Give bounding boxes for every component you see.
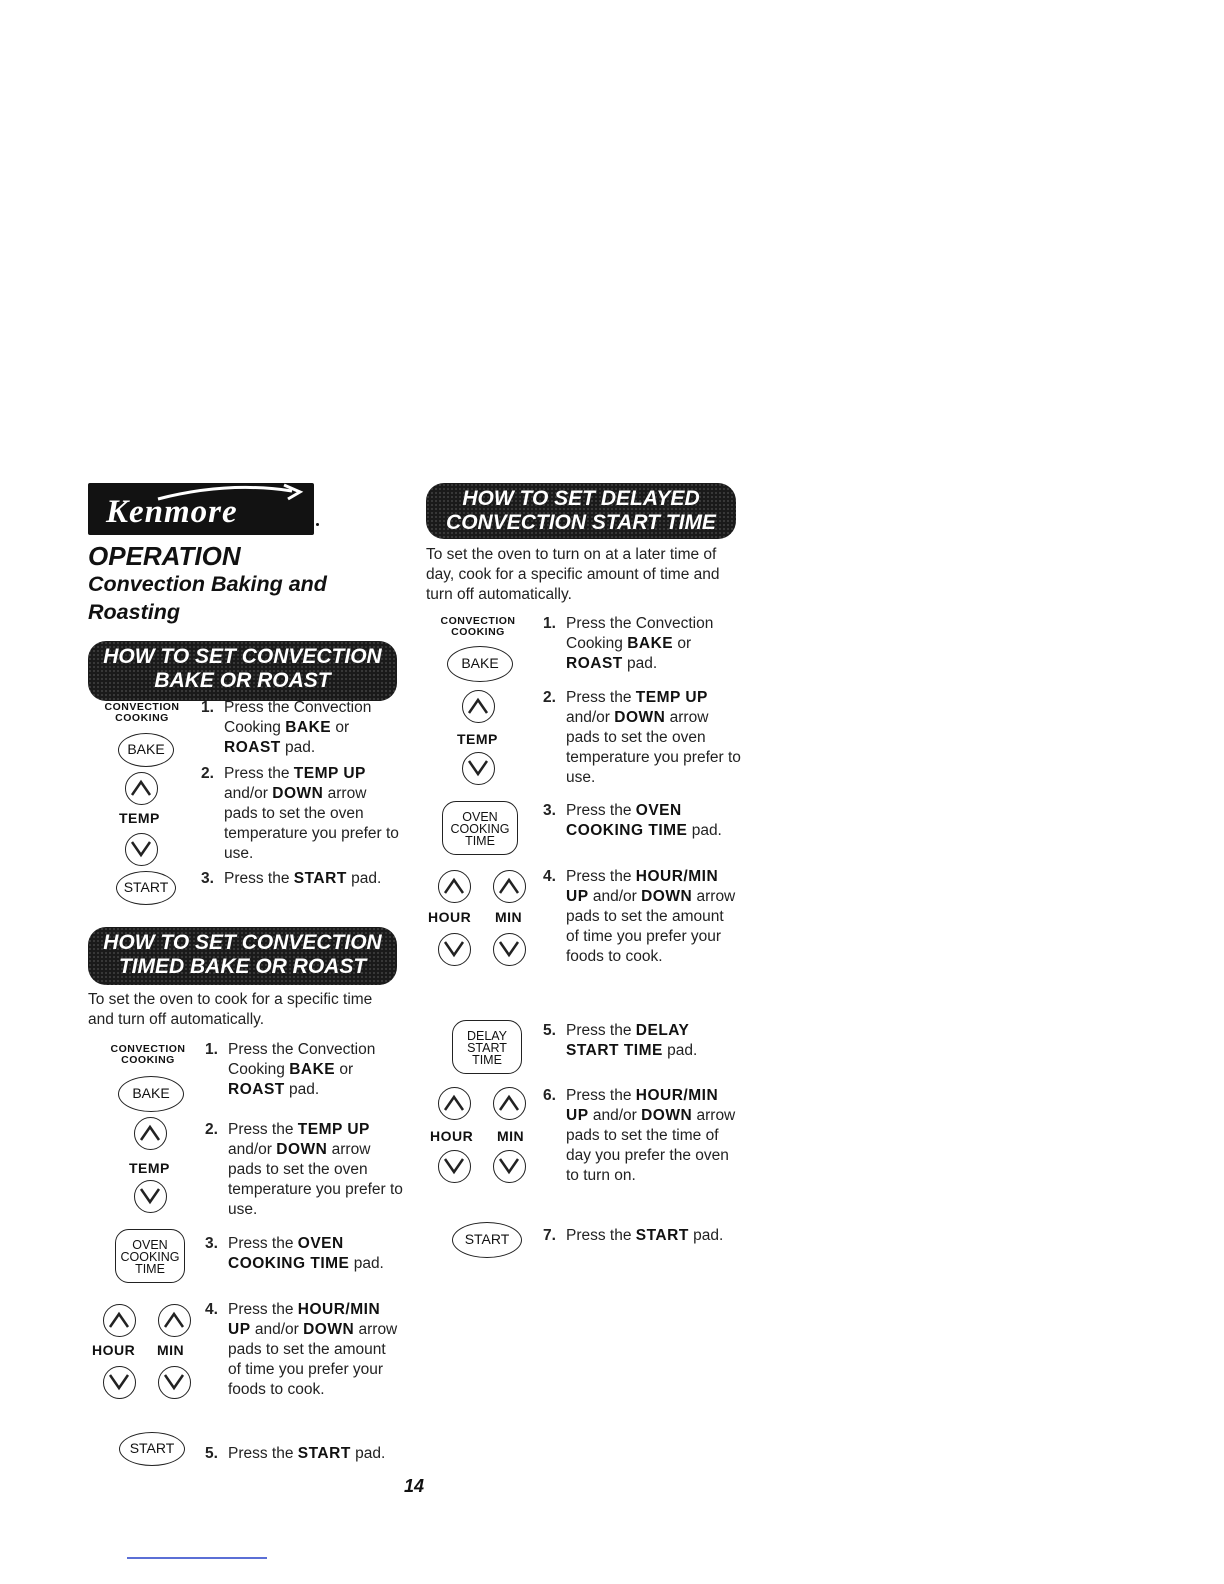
pad-label-line: OVEN: [132, 1238, 168, 1252]
step-number: 2.: [543, 689, 556, 706]
chevron-up-icon: [125, 772, 158, 805]
step-text-part: Press the: [228, 1301, 298, 1318]
banner-line-2: TIMED BAKE OR ROAST: [118, 955, 367, 978]
step-number: 3.: [543, 802, 556, 819]
step-text-part: Press the Convection Cooking: [228, 1041, 376, 1078]
step-text-part: Press the: [566, 868, 636, 885]
step-text-part: Press the: [566, 1227, 636, 1244]
chevron-up-icon: [493, 870, 526, 903]
chevron-up-icon: [462, 690, 495, 723]
label-line: COOKING: [121, 1054, 175, 1066]
footer-rule: [127, 1557, 267, 1559]
temp-label: TEMP: [457, 731, 498, 747]
chevron-up-icon: [438, 870, 471, 903]
chevron-up-icon: [158, 1304, 191, 1337]
pad-label-line: COOKING: [450, 822, 510, 836]
step-keyword: BAKE: [627, 635, 674, 652]
step-item: [205, 1120, 405, 1222]
step-text-part: arrow pads to set the amount of time you prefer your foods to cook.: [566, 888, 736, 965]
step-keyword: TEMP UP: [293, 765, 366, 782]
step-text-part: Press the: [228, 1235, 298, 1252]
step-text-part: and/or: [228, 1141, 277, 1158]
step-text-part: and/or: [250, 1321, 304, 1338]
step-text-part: Press the: [224, 870, 294, 887]
step-text-part: Press the Convection Cooking: [566, 615, 714, 652]
hour-down-pad[interactable]: [103, 1366, 136, 1404]
oven-cooking-time-pad[interactable]: [115, 1229, 185, 1283]
kenmore-logo: [88, 483, 314, 535]
step-keyword: START: [293, 870, 347, 887]
hour-down-pad[interactable]: [438, 933, 471, 971]
step-keyword: BAKE: [285, 719, 332, 736]
chevron-down-icon: [493, 933, 526, 966]
banner-line-1: HOW TO SET DELAYED: [462, 487, 700, 510]
chevron-down-icon: [134, 1180, 167, 1213]
step-text: [228, 1300, 400, 1400]
step-number: 6.: [543, 1087, 556, 1104]
step-text-part: pad.: [346, 870, 382, 887]
step-text: [228, 1040, 405, 1100]
hour-label: HOUR: [92, 1342, 136, 1358]
chevron-down-icon: [125, 833, 158, 866]
pad-label-line: DELAY: [466, 1029, 508, 1043]
step-keyword: DELAY START TIME: [566, 1022, 690, 1059]
step-item: [543, 688, 743, 790]
step-keyword: HOUR/MIN UP: [566, 868, 719, 905]
step-text: [228, 1444, 385, 1464]
step-keyword: ROAST: [228, 1081, 285, 1098]
section-title: OPERATION: [88, 541, 241, 571]
logo-wordmark: Kenmore: [106, 494, 238, 530]
step-text-part: pad.: [622, 655, 658, 672]
step-text-part: Press the: [228, 1121, 298, 1138]
step-text-part: Press the: [566, 1022, 636, 1039]
banner-delayed-start: [426, 483, 736, 539]
chevron-down-icon: [462, 752, 495, 785]
step-text-part: pad.: [688, 1227, 724, 1244]
temp-label: TEMP: [129, 1160, 170, 1176]
pad-label-line: START: [467, 1041, 507, 1055]
step-text: [224, 698, 401, 758]
step-item: [543, 867, 738, 1009]
step-text-part: Press the: [566, 1087, 636, 1104]
step-number: 1.: [205, 1041, 218, 1058]
step-item: [543, 614, 743, 676]
step-text-part: arrow pads to set the time of day you prefer the oven to turn on.: [566, 1107, 736, 1184]
step-text-part: or: [673, 635, 692, 652]
step-keyword: DOWN: [614, 709, 666, 726]
min-down-pad[interactable]: [493, 933, 526, 971]
min-up-pad[interactable]: [493, 1087, 526, 1125]
step-item: [201, 869, 401, 911]
intro-text: To set the oven to cook for a specific time and turn off automatically.: [88, 991, 373, 1028]
temp-down-pad[interactable]: [134, 1180, 167, 1218]
banner-line-1: HOW TO SET CONVECTION: [103, 645, 382, 668]
label-line: CONVECTION: [440, 615, 516, 627]
step-number: 1.: [201, 699, 214, 716]
chevron-down-icon: [158, 1366, 191, 1399]
chevron-up-icon: [134, 1117, 167, 1150]
step-keyword: HOUR/MIN UP: [566, 1087, 719, 1124]
pad-label-line: TIME: [135, 1262, 165, 1276]
chevron-down-icon: [493, 1150, 526, 1183]
hour-label: HOUR: [428, 909, 472, 925]
banner-line-2: CONVECTION START TIME: [446, 511, 716, 534]
step-item: [201, 698, 401, 760]
temp-up-pad[interactable]: [134, 1117, 167, 1155]
step-text: [228, 1120, 405, 1220]
intro-text: To set the oven to turn on at a later time of day, cook for a specific amount of time and turn off automatically.: [426, 546, 720, 603]
start-pad[interactable]: START: [116, 871, 176, 905]
step-keyword: START: [635, 1227, 689, 1244]
step-text: [566, 801, 723, 841]
step-keyword: BAKE: [289, 1061, 336, 1078]
step-text: [566, 1086, 743, 1186]
chevron-up-icon: [438, 1087, 471, 1120]
step-number: 5.: [543, 1022, 556, 1039]
chevron-up-icon: [493, 1087, 526, 1120]
hour-up-pad[interactable]: [103, 1304, 136, 1342]
step-text-part: pad.: [349, 1255, 384, 1272]
banner-line-1: HOW TO SET CONVECTION: [103, 931, 382, 954]
step-text-part: Press the: [566, 689, 636, 706]
step-item: [205, 1234, 385, 1296]
convection-cooking-label: [96, 702, 188, 724]
step-text-part: pad.: [350, 1445, 386, 1462]
step-text-part: and/or: [588, 888, 642, 905]
step-number: 4.: [205, 1301, 218, 1318]
pad-label-line: TIME: [472, 1053, 502, 1067]
step-keyword: ROAST: [566, 655, 623, 672]
step-text: [566, 1021, 738, 1061]
step-number: 3.: [205, 1235, 218, 1252]
step-text-part: arrow pads to set the oven temperature you prefer to use.: [566, 709, 741, 786]
bake-pad[interactable]: BAKE: [118, 733, 174, 767]
temp-label: TEMP: [119, 810, 160, 826]
section-subtitle: Convection Baking and Roasting: [88, 572, 327, 624]
step-keyword: HOUR/MIN UP: [228, 1301, 381, 1338]
step-text: [224, 869, 381, 889]
logo-trademark-dot: [316, 523, 319, 526]
step-text: [566, 1226, 723, 1246]
min-up-pad[interactable]: [158, 1304, 191, 1342]
step-item: [201, 764, 401, 866]
step-text-part: Press the Convection Cooking: [224, 699, 372, 736]
step-text-part: and/or: [566, 709, 615, 726]
oven-cooking-time-pad[interactable]: [442, 801, 518, 855]
step-text-part: Press the: [228, 1445, 298, 1462]
step-number: 1.: [543, 615, 556, 632]
step-keyword: OVEN COOKING TIME: [228, 1235, 350, 1272]
step-text-part: arrow pads to set the oven temperature you prefer to use.: [228, 1141, 403, 1218]
step-text-part: pad.: [662, 1042, 698, 1059]
hour-down-pad[interactable]: [438, 1150, 471, 1188]
step-item: [543, 801, 723, 863]
banner-line-2: BAKE OR ROAST: [154, 669, 331, 692]
hour-up-pad[interactable]: [438, 1087, 471, 1125]
min-label: MIN: [495, 909, 523, 925]
delay-start-time-pad[interactable]: [452, 1020, 522, 1074]
step-item: [205, 1040, 405, 1102]
min-down-pad[interactable]: [493, 1150, 526, 1188]
step-text-part: arrow pads to set the amount of time you prefer your foods to cook.: [228, 1321, 398, 1398]
step-keyword: START: [297, 1445, 351, 1462]
banner-convection-bake: [88, 641, 397, 701]
chevron-up-icon: [103, 1304, 136, 1337]
start-pad[interactable]: START: [119, 1432, 185, 1466]
bake-pad[interactable]: BAKE: [118, 1076, 184, 1112]
min-label: MIN: [157, 1342, 185, 1358]
step-keyword: DOWN: [276, 1141, 328, 1158]
step-text-part: pad.: [687, 822, 722, 839]
step-text: [224, 764, 401, 864]
label-line: CONVECTION: [110, 1043, 186, 1055]
min-up-pad[interactable]: [493, 870, 526, 908]
chevron-down-icon: [438, 1150, 471, 1183]
banner-convection-timed: [88, 927, 397, 985]
label-line: COOKING: [115, 712, 169, 724]
step-keyword: DOWN: [641, 1107, 693, 1124]
step-text-part: or: [331, 719, 350, 736]
chevron-down-icon: [438, 933, 471, 966]
step-keyword: DOWN: [272, 785, 324, 802]
hour-label: HOUR: [430, 1128, 474, 1144]
start-pad[interactable]: START: [452, 1222, 522, 1258]
step-keyword: DOWN: [303, 1321, 355, 1338]
step-text-part: arrow pads to set the oven temperature you prefer to use.: [224, 785, 399, 862]
min-down-pad[interactable]: [158, 1366, 191, 1404]
step-text-part: and/or: [588, 1107, 642, 1124]
step-number: 2.: [201, 765, 214, 782]
temp-down-pad[interactable]: [125, 833, 158, 871]
bake-pad[interactable]: BAKE: [447, 646, 513, 682]
min-label: MIN: [497, 1128, 525, 1144]
convection-cooking-label: [432, 616, 524, 638]
step-item: [543, 1226, 738, 1268]
hour-up-pad[interactable]: [438, 870, 471, 908]
temp-up-pad[interactable]: [462, 690, 495, 728]
step-number: 2.: [205, 1121, 218, 1138]
step-keyword: TEMP UP: [635, 689, 708, 706]
label-line: COOKING: [451, 626, 505, 638]
step-text: [566, 688, 743, 788]
step-number: 4.: [543, 868, 556, 885]
temp-down-pad[interactable]: [462, 752, 495, 790]
step-text-part: Press the: [224, 765, 294, 782]
page-number: 14: [404, 1476, 425, 1496]
label-line: CONVECTION: [104, 701, 180, 713]
chevron-down-icon: [103, 1366, 136, 1399]
step-item: [205, 1444, 400, 1486]
pad-label-line: COOKING: [120, 1250, 180, 1264]
step-number: 5.: [205, 1445, 218, 1462]
step-item: [543, 1021, 738, 1063]
step-text-part: and/or: [224, 785, 273, 802]
step-text-part: or: [335, 1061, 354, 1078]
temp-up-pad[interactable]: [125, 772, 158, 810]
step-text-part: pad.: [280, 739, 316, 756]
step-number: 7.: [543, 1227, 556, 1244]
pad-label-line: TIME: [465, 834, 495, 848]
step-item: [205, 1300, 400, 1442]
step-keyword: TEMP UP: [297, 1121, 370, 1138]
step-keyword: OVEN COOKING TIME: [566, 802, 688, 839]
step-text-part: pad.: [284, 1081, 320, 1098]
pad-label-line: OVEN: [462, 810, 498, 824]
step-number: 3.: [201, 870, 214, 887]
step-keyword: ROAST: [224, 739, 281, 756]
step-text-part: Press the: [566, 802, 636, 819]
step-text: [566, 614, 743, 674]
convection-cooking-label: [102, 1044, 194, 1066]
step-text: [228, 1234, 385, 1274]
step-keyword: DOWN: [641, 888, 693, 905]
step-item: [543, 1086, 743, 1208]
step-text: [566, 867, 738, 967]
